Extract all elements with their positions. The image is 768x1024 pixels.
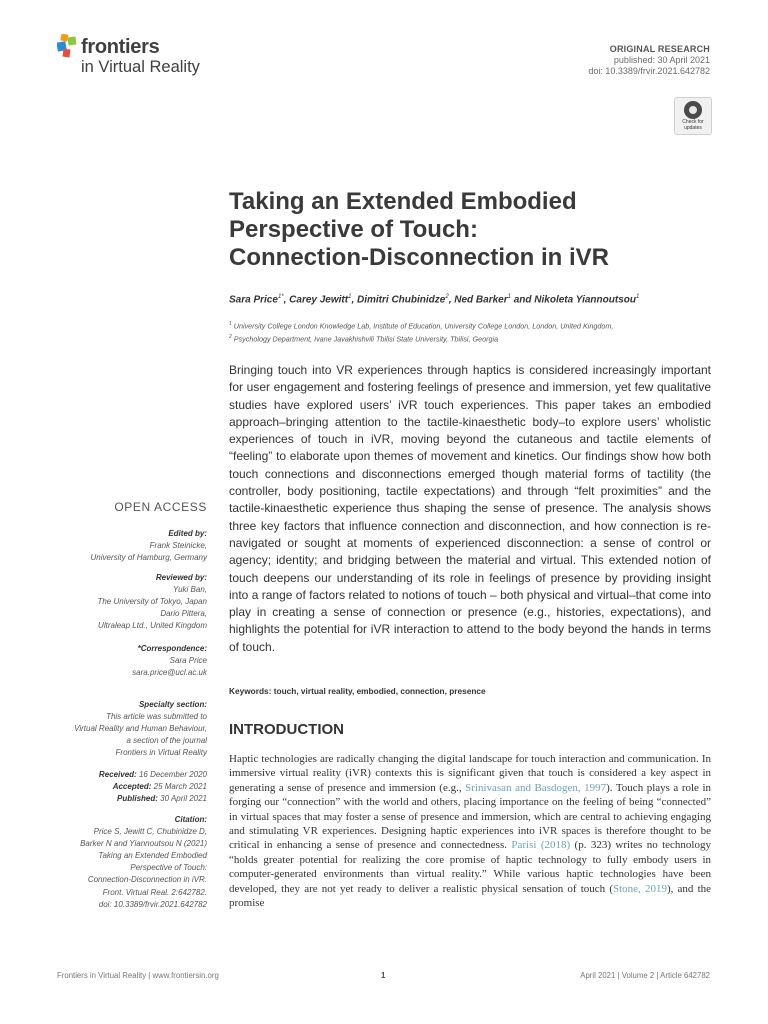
updates-icon (684, 101, 702, 119)
author[interactable]: Ned Barker (454, 294, 508, 306)
correspondence: *Correspondence: Sara Price sara.price@ucl.ac.uk (7, 643, 207, 679)
article-meta (588, 44, 710, 77)
author-list: Sara Price$^{1*}$, Carey Jewitt$^1$, Dimitri Chubinidze$^2$, Ned Barker$^1$ and Nikoleta Yiannoutsou$^1$ (229, 294, 640, 306)
author[interactable]: Sara Price (229, 294, 278, 306)
affiliation: $^2$ Psychology Department, Ivane Javakhishvili Tbilisi State University, Tbilisi, Georgia (229, 334, 499, 344)
brand-name: frontiers (81, 36, 160, 58)
published-date: published: 30 April 2021 (613, 55, 710, 65)
frontiers-logo-icon (57, 34, 79, 60)
open-access-label: OPEN ACCESS (114, 500, 207, 514)
author[interactable]: Carey Jewitt (289, 294, 349, 306)
journal-name: in Virtual Reality (81, 58, 200, 76)
doi[interactable]: doi: 10.3389/frvir.2021.642782 (588, 66, 710, 76)
affiliation: $^1$ University College London Knowledge Lab, Institute of Education, University College London, London, United Kingdom, (229, 321, 614, 331)
author[interactable]: Nikoleta Yiannoutsou (534, 294, 636, 306)
article-dates: Received: 16 December 2020 Accepted: 25 March 2021 Published: 30 April 2021 (98, 770, 207, 804)
journal-logo[interactable] (57, 32, 227, 80)
reviewed-by: Reviewed by: Yuki Ban, The University of Tokyo, Japan Dario Pittera, Ultraleap Ltd., United Kingdom (97, 573, 207, 631)
edited-by: Edited by: Frank Steinicke, University of Hamburg, Germany (90, 529, 207, 563)
article-type: ORIGINAL RESEARCH (609, 44, 710, 54)
correspondence-email[interactable]: sara.price@ucl.ac.uk (132, 668, 207, 678)
citation: Citation: Price S, Jewitt C, Chubinidze D, Barker N and Yiannoutsou N (2021) Taking an Extended Embodied Perspective of Touch: Connection-Disconnection in iVR. Front. Virtual Real. 2:642782. doi: 10.3389/frvir.2021.642782 (80, 815, 207, 909)
footer-journal[interactable]: Frontiers in Virtual Reality | www.frontiersin.org (57, 971, 219, 980)
page-number: 1 (381, 971, 386, 980)
specialty-section: Specialty section: This article was submitted to Virtual Reality and Human Behaviour, a section of the journal Frontiers in Virtual Reality (74, 700, 207, 758)
author[interactable]: Dimitri Chubinidze (357, 294, 446, 306)
section-heading-introduction: INTRODUCTION (229, 721, 344, 738)
footer-article-info: April 2021 | Volume 2 | Article 642782 (580, 971, 710, 980)
abstract: Bringing touch into VR experiences through haptics is considered increasingly important for user engagement and fostering feelings of presence and immersion, yet few qualitative studies have explored users’ iVR touch experiences. This paper takes an embodied approach–bringing attention to the tactile-kinaesthetic body–to explore users’ wholistic experiences of touch in iVR, moving beyond the cutaneous and tactile elements of “feeling” to elaborate upon themes of movement and kinetics. Our findings show how both touch connections and disconnections emerged though material forms of tactility (the controller, body positioning, tactile expectations) and through “felt proximities” and the tactile-kinaesthetic experience thus shaping the sense of presence. The analysis shows three key factors that influence connection and disconnection, and how connection is re-navigated or sought at moments of experienced disconnection: a sense of control or agency; identity; and bridging between the material and virtual. This extended notion of touch deepens our understanding of its role in feelings of presence by providing insight into a range of factors related to notions of touch – both physical and virtual–that come into play in creating a sense of connection or presence (e.g., histories, expectations), and highlights the potential for iVR interaction to attend to the body beyond the hands in terms of touch. (229, 363, 711, 654)
reference-link[interactable]: Stone, 2019 (613, 882, 667, 895)
introduction-paragraph: Haptic technologies are radically changing the digital landscape for touch interaction and communication. In immersive virtual reality (iVR) contexts this is significant given that touch is considered a key aspect in generating a sense of presence and immersion (e.g., Srinivasan and Basdogen, 1997). Touch plays a role in forging our “connection” with the world and others, placing importance on the feeling of being “connected” in virtual spaces that may foster a sense of presence and immersion, which are central to achieving engaging and stimulating VR experiences. Designing haptic experiences into iVR spaces is therefore thought to be critical in enhancing a sense of presence and connectedness. Parisi (2018) (p. 323) writes no technology “holds greater potential for realizing the core promise of haptic technology to fully embody users in computer-generated environments than virtual reality.” While various haptic technologies have been developed, they are not yet ready to deliver a realistic physical sensation of touch (Stone, 2019), and the promise (229, 753, 712, 910)
reference-link[interactable]: Parisi (2018) (511, 839, 571, 852)
article-title: Taking an Extended Embodied Perspective of Touch: Connection-Disconnection in iVR (229, 188, 610, 271)
check-for-updates-badge[interactable]: Check for updates (674, 97, 712, 135)
keywords: Keywords: touch, virtual reality, embodied, connection, presence (229, 686, 486, 696)
reference-link[interactable]: Srinivasan and Basdogen, 1997 (465, 781, 607, 794)
